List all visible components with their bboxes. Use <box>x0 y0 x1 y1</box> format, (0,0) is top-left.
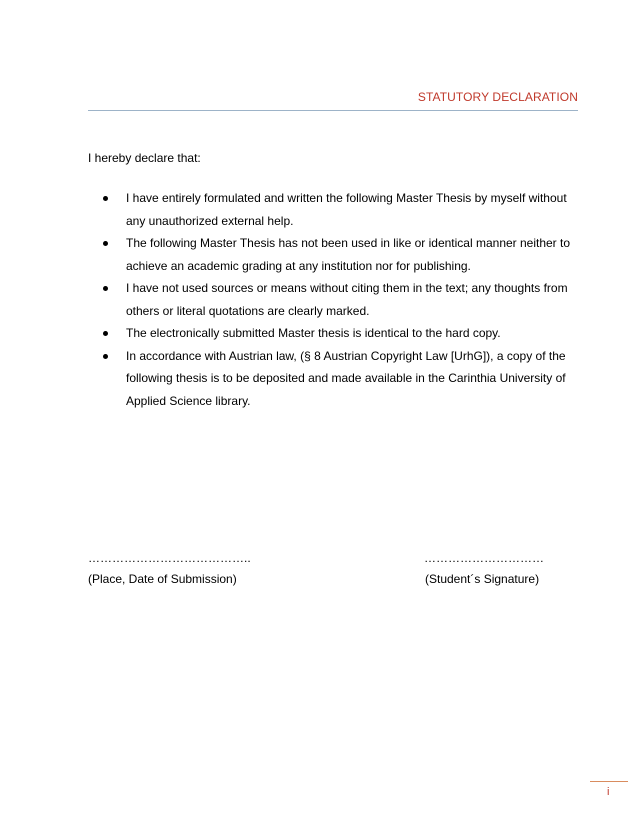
page-number: i <box>607 786 610 798</box>
declaration-item <box>88 232 588 277</box>
bullet-icon <box>103 196 108 201</box>
bullet-icon <box>103 286 108 291</box>
signature-label: (Student´s Signature) <box>425 572 540 586</box>
place-date-line: ………………………………….. <box>88 551 251 565</box>
bullet-icon <box>103 354 108 359</box>
header-divider <box>88 110 578 111</box>
declaration-text: I have entirely formulated and written the following Master Thesis by myself without any unauthorized external help. <box>126 191 567 228</box>
declaration-text: The following Master Thesis has not been used in like or identical manner neither to achieve an academic grading at any institution nor for publishing. <box>126 236 571 273</box>
bullet-icon <box>103 331 108 336</box>
intro-text: I hereby declare that: <box>88 151 201 165</box>
declaration-item <box>88 322 588 345</box>
place-date-label: (Place, Date of Submission) <box>88 572 237 586</box>
declaration-text: The electronically submitted Master thesis is identical to the hard copy. <box>126 326 501 340</box>
declaration-text: In accordance with Austrian law, (§ 8 Austrian Copyright Law [UrhG]), a copy of the following thesis is to be deposited and made available in the Carinthia University of Applied Science library. <box>126 348 566 408</box>
declaration-item <box>88 187 588 232</box>
page-title: STATUTORY DECLARATION <box>417 90 578 104</box>
footer-divider <box>590 781 628 782</box>
declaration-item <box>88 277 588 322</box>
declaration-text: I have not used sources or means without citing them in the text; any thoughts from others or literal quotations are clearly marked. <box>126 281 568 318</box>
declaration-item <box>88 345 588 413</box>
signature-line: ………………………… <box>424 551 544 565</box>
bullet-icon <box>103 241 108 246</box>
declaration-list <box>88 187 588 412</box>
